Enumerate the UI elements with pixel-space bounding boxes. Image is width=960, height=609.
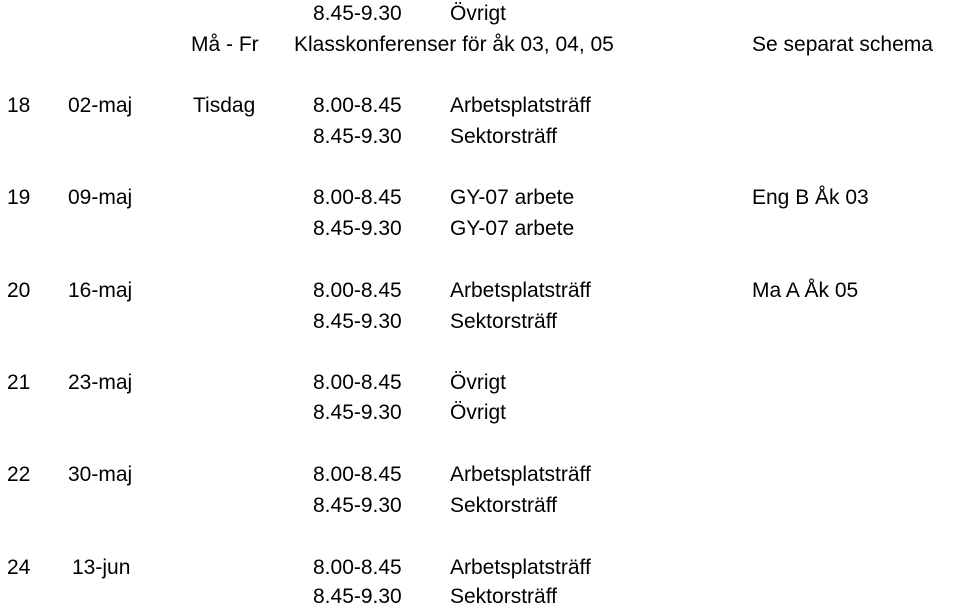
day-cell: Må - Fr	[191, 33, 259, 56]
time-cell: 8.45-9.30	[313, 2, 402, 25]
time-cell: 8.00-8.45	[313, 556, 402, 579]
time-cell: 8.45-9.30	[313, 494, 402, 517]
time-cell: 8.45-9.30	[313, 125, 402, 148]
time-cell: 8.45-9.30	[313, 310, 402, 333]
activity-cell: GY-07 arbete	[450, 217, 575, 240]
date-cell: 30-maj	[68, 463, 133, 486]
date-cell: 16-maj	[68, 279, 133, 302]
activity-cell: GY-07 arbete	[450, 186, 575, 209]
time-cell: 8.45-9.30	[313, 217, 402, 240]
activity-cell: Arbetsplatsträff	[450, 94, 591, 117]
week-cell: 18	[7, 94, 31, 117]
week-cell: 20	[7, 279, 31, 302]
activity-cell: Sektorsträff	[450, 585, 557, 608]
time-cell: 8.45-9.30	[313, 585, 402, 608]
note-cell: Ma A Åk 05	[752, 279, 859, 302]
activity-cell: Klasskonferenser för åk 03, 04, 05	[294, 33, 614, 56]
week-cell: 21	[7, 371, 31, 394]
activity-cell: Sektorsträff	[450, 494, 557, 517]
time-cell: 8.00-8.45	[313, 186, 402, 209]
activity-cell: Sektorsträff	[450, 310, 557, 333]
time-cell: 8.00-8.45	[313, 371, 402, 394]
time-cell: 8.00-8.45	[313, 279, 402, 302]
time-cell: 8.00-8.45	[313, 94, 402, 117]
note-cell: Eng B Åk 03	[752, 186, 869, 209]
time-cell: 8.00-8.45	[313, 463, 402, 486]
week-cell: 22	[7, 463, 31, 486]
date-cell: 23-maj	[68, 371, 133, 394]
date-cell: 13-jun	[72, 556, 131, 579]
time-cell: 8.45-9.30	[313, 401, 402, 424]
activity-cell: Arbetsplatsträff	[450, 279, 591, 302]
week-cell: 24	[7, 556, 31, 579]
activity-cell: Arbetsplatsträff	[450, 556, 591, 579]
date-cell: 02-maj	[68, 94, 133, 117]
date-cell: 09-maj	[68, 186, 133, 209]
activity-cell: Övrigt	[450, 371, 507, 394]
activity-cell: Övrigt	[450, 2, 507, 25]
activity-cell: Övrigt	[450, 401, 507, 424]
week-cell: 19	[7, 186, 31, 209]
activity-cell: Sektorsträff	[450, 125, 557, 148]
note-cell: Se separat schema	[752, 33, 933, 56]
activity-cell: Arbetsplatsträff	[450, 463, 591, 486]
day-cell: Tisdag	[193, 94, 256, 117]
